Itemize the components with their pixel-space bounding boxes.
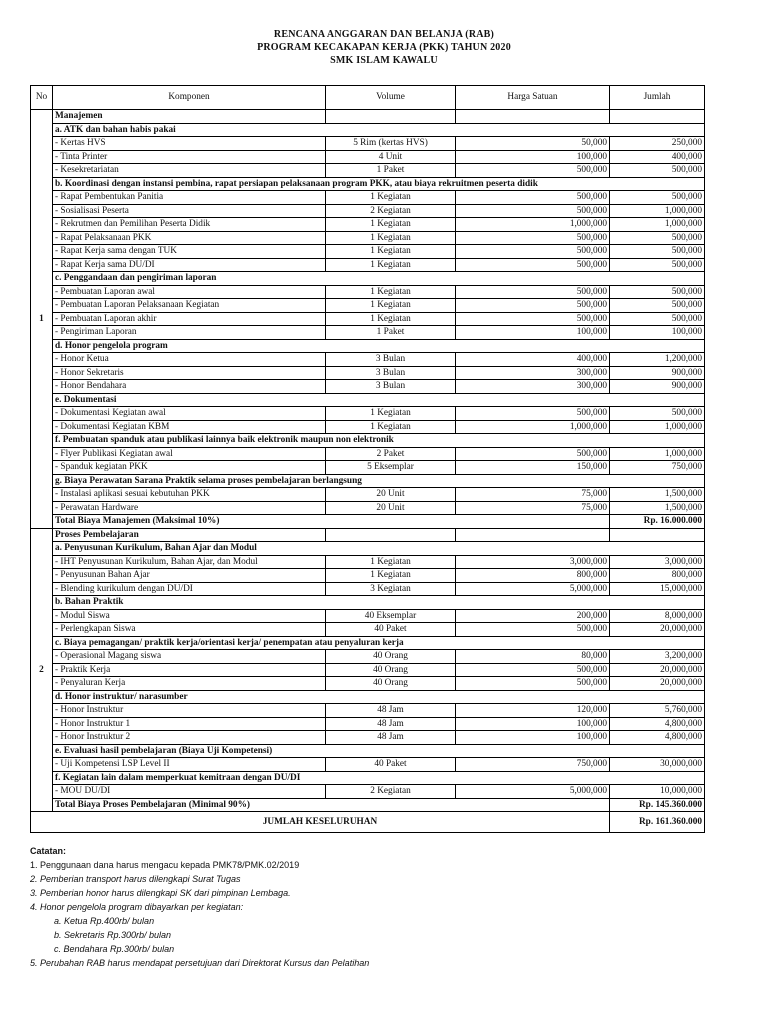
- item-harga-satuan: 500,000: [456, 245, 610, 259]
- table-row: [31, 488, 705, 502]
- group-heading: d. Honor pengelola program: [53, 339, 705, 353]
- group-heading: a. ATK dan bahan habis pakai: [53, 123, 705, 137]
- item-komponen: - Operasional Magang siswa: [53, 650, 326, 664]
- item-jumlah: 500,000: [610, 231, 705, 245]
- item-harga-satuan: 500,000: [456, 258, 610, 272]
- item-harga-satuan: 1,000,000: [456, 420, 610, 434]
- item-volume: 5 Eksemplar: [326, 461, 456, 475]
- group-heading: c. Biaya pemagangan/ praktik kerja/orientasi kerja/ penempatan atau penyaluran kerja: [53, 636, 705, 650]
- table-row: [31, 569, 705, 583]
- group-heading-row: [31, 636, 705, 650]
- item-komponen: - Blending kurikulum dengan DU/DI: [53, 582, 326, 596]
- section-total-row: [31, 798, 705, 812]
- item-volume: 1 Kegiatan: [326, 569, 456, 583]
- item-harga-satuan: 100,000: [456, 326, 610, 340]
- item-volume: 40 Orang: [326, 650, 456, 664]
- table-row: [31, 326, 705, 340]
- table-row: [31, 164, 705, 178]
- item-jumlah: 250,000: [610, 137, 705, 151]
- item-komponen: - Honor Instruktur 2: [53, 731, 326, 745]
- item-jumlah: 1,000,000: [610, 447, 705, 461]
- item-komponen: - Tinta Printer: [53, 150, 326, 164]
- title-line-1: RENCANA ANGGARAN DAN BELANJA (RAB): [273, 29, 495, 40]
- item-jumlah: 30,000,000: [610, 758, 705, 772]
- table-row: [31, 353, 705, 367]
- item-jumlah: 1,500,000: [610, 501, 705, 515]
- item-harga-satuan: 300,000: [456, 366, 610, 380]
- empty-cell: [456, 110, 610, 124]
- section-title-row: [31, 110, 705, 124]
- item-jumlah: 500,000: [610, 258, 705, 272]
- item-volume: 3 Kegiatan: [326, 582, 456, 596]
- item-volume: 48 Jam: [326, 704, 456, 718]
- item-jumlah: 20,000,000: [610, 663, 705, 677]
- grand-total-row: [31, 812, 705, 833]
- title-line-2: PROGRAM KECAKAPAN KERJA (PKK) TAHUN 2020: [257, 42, 511, 53]
- group-heading-row: [31, 596, 705, 610]
- item-volume: 1 Kegiatan: [326, 258, 456, 272]
- title-line-3: SMK ISLAM KAWALU: [330, 55, 438, 66]
- item-volume: 40 Orang: [326, 663, 456, 677]
- item-harga-satuan: 500,000: [456, 663, 610, 677]
- item-jumlah: 800,000: [610, 569, 705, 583]
- item-volume: 20 Unit: [326, 488, 456, 502]
- item-komponen: - Penyaluran Kerja: [53, 677, 326, 691]
- item-jumlah: 500,000: [610, 312, 705, 326]
- item-volume: 48 Jam: [326, 717, 456, 731]
- table-row: [31, 380, 705, 394]
- item-jumlah: 4,800,000: [610, 731, 705, 745]
- table-row: [31, 285, 705, 299]
- item-komponen: - Praktik Kerja: [53, 663, 326, 677]
- section-number: 2: [31, 528, 53, 812]
- item-jumlah: 1,000,000: [610, 204, 705, 218]
- item-harga-satuan: 750,000: [456, 758, 610, 772]
- item-komponen: - Dokumentasi Kegiatan awal: [53, 407, 326, 421]
- empty-cell: [456, 528, 610, 542]
- table-body: [31, 110, 705, 833]
- header-jumlah: Jumlah: [610, 86, 705, 110]
- item-komponen: - MOU DU/DI: [53, 785, 326, 799]
- item-harga-satuan: 500,000: [456, 299, 610, 313]
- table-row: [31, 609, 705, 623]
- item-volume: 40 Paket: [326, 758, 456, 772]
- table-row: [31, 245, 705, 259]
- table-row: [31, 731, 705, 745]
- item-komponen: - Pengiriman Laporan: [53, 326, 326, 340]
- item-komponen: - Pembuatan Laporan akhir: [53, 312, 326, 326]
- item-jumlah: 900,000: [610, 366, 705, 380]
- item-harga-satuan: 500,000: [456, 285, 610, 299]
- item-jumlah: 1,000,000: [610, 218, 705, 232]
- item-harga-satuan: 50,000: [456, 137, 610, 151]
- table-row: [31, 312, 705, 326]
- empty-cell: [326, 110, 456, 124]
- item-komponen: - Dokumentasi Kegiatan KBM: [53, 420, 326, 434]
- note-subitem-sekretaris: b. Sekretaris Rp.300rb/ bulan: [54, 930, 172, 940]
- item-komponen: - Pembuatan Laporan awal: [53, 285, 326, 299]
- item-harga-satuan: 150,000: [456, 461, 610, 475]
- item-volume: 1 Kegiatan: [326, 231, 456, 245]
- table-row: [31, 758, 705, 772]
- table-row: [31, 663, 705, 677]
- group-heading: f. Pembuatan spanduk atau publikasi lainnya baik elektronik maupun non elektronik: [53, 434, 705, 448]
- item-komponen: - Flyer Publikasi Kegiatan awal: [53, 447, 326, 461]
- item-jumlah: 3,200,000: [610, 650, 705, 664]
- group-heading: e. Evaluasi hasil pembelajaran (Biaya Uji Kompetensi): [53, 744, 705, 758]
- empty-cell: [610, 528, 705, 542]
- header-volume: Volume: [326, 86, 456, 110]
- item-komponen: - Honor Bendahara: [53, 380, 326, 394]
- group-heading-row: [31, 393, 705, 407]
- item-volume: 3 Bulan: [326, 353, 456, 367]
- item-jumlah: 100,000: [610, 326, 705, 340]
- note-item-2: 2. Pemberian transport harus dilengkapi Surat Tugas: [30, 874, 241, 884]
- section-total-value: Rp. 16.000.000: [610, 515, 705, 529]
- item-komponen: - IHT Penyusunan Kurikulum, Bahan Ajar, dan Modul: [53, 555, 326, 569]
- group-heading: b. Bahan Praktik: [53, 596, 705, 610]
- item-volume: 1 Kegiatan: [326, 191, 456, 205]
- item-volume: 1 Kegiatan: [326, 407, 456, 421]
- item-jumlah: 500,000: [610, 299, 705, 313]
- group-heading: e. Dokumentasi: [53, 393, 705, 407]
- group-heading-row: [31, 542, 705, 556]
- group-heading-row: [31, 339, 705, 353]
- item-volume: 5 Rim (kertas HVS): [326, 137, 456, 151]
- item-jumlah: 1,500,000: [610, 488, 705, 502]
- item-komponen: - Perawatan Hardware: [53, 501, 326, 515]
- item-komponen: - Sosialisasi Peserta: [53, 204, 326, 218]
- item-harga-satuan: 75,000: [456, 488, 610, 502]
- table-row: [31, 501, 705, 515]
- item-jumlah: 3,000,000: [610, 555, 705, 569]
- section-title-row: [31, 528, 705, 542]
- item-volume: 3 Bulan: [326, 380, 456, 394]
- item-volume: 1 Kegiatan: [326, 420, 456, 434]
- item-volume: 1 Kegiatan: [326, 312, 456, 326]
- item-jumlah: 500,000: [610, 164, 705, 178]
- item-harga-satuan: 500,000: [456, 231, 610, 245]
- table-row: [31, 258, 705, 272]
- item-jumlah: 500,000: [610, 285, 705, 299]
- table-row: [31, 677, 705, 691]
- table-row: [31, 623, 705, 637]
- group-heading: d. Honor instruktur/ narasumber: [53, 690, 705, 704]
- item-harga-satuan: 5,000,000: [456, 785, 610, 799]
- item-volume: 2 Kegiatan: [326, 785, 456, 799]
- item-komponen: - Modul Siswa: [53, 609, 326, 623]
- group-heading: a. Penyusunan Kurikulum, Bahan Ajar dan Modul: [53, 542, 705, 556]
- item-volume: 20 Unit: [326, 501, 456, 515]
- item-komponen: - Uji Kompetensi LSP Level II: [53, 758, 326, 772]
- item-jumlah: 500,000: [610, 407, 705, 421]
- item-harga-satuan: 500,000: [456, 191, 610, 205]
- item-harga-satuan: 1,000,000: [456, 218, 610, 232]
- table-row: [31, 191, 705, 205]
- item-jumlah: 900,000: [610, 380, 705, 394]
- section-number: 1: [31, 110, 53, 529]
- item-volume: 3 Bulan: [326, 366, 456, 380]
- note-item-3: 3. Pemberian honor harus dilengkapi SK dari pimpinan Lembaga.: [30, 888, 291, 898]
- table-row: [31, 555, 705, 569]
- table-row: [31, 717, 705, 731]
- group-heading-row: [31, 744, 705, 758]
- item-jumlah: 500,000: [610, 245, 705, 259]
- item-komponen: - Rapat Kerja sama DU/DI: [53, 258, 326, 272]
- item-jumlah: 1,200,000: [610, 353, 705, 367]
- item-jumlah: 400,000: [610, 150, 705, 164]
- item-volume: 40 Eksemplar: [326, 609, 456, 623]
- item-jumlah: 750,000: [610, 461, 705, 475]
- table-row: [31, 218, 705, 232]
- item-harga-satuan: 500,000: [456, 677, 610, 691]
- item-jumlah: 10,000,000: [610, 785, 705, 799]
- table-row: [31, 407, 705, 421]
- item-volume: 1 Kegiatan: [326, 285, 456, 299]
- item-komponen: - Rapat Pelaksanaan PKK: [53, 231, 326, 245]
- note-subitem-ketua: a. Ketua Rp.400rb/ bulan: [54, 916, 155, 926]
- item-harga-satuan: 500,000: [456, 204, 610, 218]
- document-title: [0, 28, 768, 67]
- group-heading: c. Penggandaan dan pengiriman laporan: [53, 272, 705, 286]
- group-heading: g. Biaya Perawatan Sarana Praktik selama proses pembelajaran berlangsung: [53, 474, 705, 488]
- item-harga-satuan: 5,000,000: [456, 582, 610, 596]
- item-komponen: - Pembuatan Laporan Pelaksanaan Kegiatan: [53, 299, 326, 313]
- grand-total-label: JUMLAH KESELURUHAN: [31, 812, 610, 833]
- item-volume: 1 Kegiatan: [326, 218, 456, 232]
- item-harga-satuan: 100,000: [456, 150, 610, 164]
- section-total-label: Total Biaya Manajemen (Maksimal 10%): [53, 515, 610, 529]
- item-volume: 1 Kegiatan: [326, 555, 456, 569]
- item-komponen: - Honor Instruktur 1: [53, 717, 326, 731]
- item-volume: 4 Unit: [326, 150, 456, 164]
- item-harga-satuan: 75,000: [456, 501, 610, 515]
- item-volume: 1 Kegiatan: [326, 245, 456, 259]
- item-harga-satuan: 120,000: [456, 704, 610, 718]
- table-row: [31, 447, 705, 461]
- group-heading: b. Koordinasi dengan instansi pembina, rapat persiapan pelaksanaan program PKK, atau biaya rekruitmen peserta didik: [53, 177, 705, 191]
- item-harga-satuan: 800,000: [456, 569, 610, 583]
- rab-table: [30, 85, 705, 833]
- section-total-label: Total Biaya Proses Pembelajaran (Minimal 90%): [53, 798, 610, 812]
- grand-total-value: Rp. 161.360.000: [610, 812, 705, 833]
- header-komponen: Komponen: [53, 86, 326, 110]
- item-jumlah: 8,000,000: [610, 609, 705, 623]
- notes: [30, 844, 730, 970]
- note-item-4: 4. Honor pengelola program dibayarkan per kegiatan:: [30, 902, 244, 912]
- section-title: Proses Pembelajaran: [53, 528, 326, 542]
- item-volume: 2 Paket: [326, 447, 456, 461]
- section-total-value: Rp. 145.360.000: [610, 798, 705, 812]
- item-harga-satuan: 200,000: [456, 609, 610, 623]
- table-row: [31, 299, 705, 313]
- section-total-row: [31, 515, 705, 529]
- group-heading-row: [31, 771, 705, 785]
- group-heading-row: [31, 690, 705, 704]
- item-harga-satuan: 300,000: [456, 380, 610, 394]
- group-heading-row: [31, 177, 705, 191]
- item-jumlah: 500,000: [610, 191, 705, 205]
- item-komponen: - Spanduk kegiatan PKK: [53, 461, 326, 475]
- table-row: [31, 366, 705, 380]
- item-jumlah: 1,000,000: [610, 420, 705, 434]
- table-row: [31, 150, 705, 164]
- item-harga-satuan: 80,000: [456, 650, 610, 664]
- item-harga-satuan: 100,000: [456, 717, 610, 731]
- item-komponen: - Rapat Kerja sama dengan TUK: [53, 245, 326, 259]
- item-komponen: - Kertas HVS: [53, 137, 326, 151]
- group-heading-row: [31, 272, 705, 286]
- section-title: Manajemen: [53, 110, 326, 124]
- table-row: [31, 231, 705, 245]
- table-header-row: [31, 86, 705, 110]
- item-harga-satuan: 400,000: [456, 353, 610, 367]
- item-harga-satuan: 500,000: [456, 447, 610, 461]
- item-komponen: - Honor Ketua: [53, 353, 326, 367]
- table-row: [31, 704, 705, 718]
- item-volume: 48 Jam: [326, 731, 456, 745]
- item-jumlah: 5,760,000: [610, 704, 705, 718]
- item-komponen: - Perlengkapan Siswa: [53, 623, 326, 637]
- item-komponen: - Instalasi aplikasi sesuai kebutuhan PKK: [53, 488, 326, 502]
- table-row: [31, 204, 705, 218]
- item-komponen: - Penyusunan Bahan Ajar: [53, 569, 326, 583]
- item-harga-satuan: 500,000: [456, 312, 610, 326]
- item-komponen: - Honor Sekretaris: [53, 366, 326, 380]
- item-jumlah: 20,000,000: [610, 677, 705, 691]
- item-harga-satuan: 3,000,000: [456, 555, 610, 569]
- item-jumlah: 20,000,000: [610, 623, 705, 637]
- item-harga-satuan: 500,000: [456, 407, 610, 421]
- group-heading-row: [31, 434, 705, 448]
- item-komponen: - Rekrutmen dan Pemilihan Peserta Didik: [53, 218, 326, 232]
- table-row: [31, 137, 705, 151]
- header-harga-satuan: Harga Satuan: [456, 86, 610, 110]
- group-heading: f. Kegiatan lain dalam memperkuat kemitraan dengan DU/DI: [53, 771, 705, 785]
- note-subitem-bendahara: c. Bendahara Rp.300rb/ bulan: [54, 944, 175, 954]
- table-row: [31, 582, 705, 596]
- item-volume: 40 Orang: [326, 677, 456, 691]
- item-komponen: - Honor Instruktur: [53, 704, 326, 718]
- item-jumlah: 4,800,000: [610, 717, 705, 731]
- item-harga-satuan: 500,000: [456, 623, 610, 637]
- item-jumlah: 15,000,000: [610, 582, 705, 596]
- item-volume: 1 Paket: [326, 326, 456, 340]
- group-heading-row: [31, 123, 705, 137]
- item-volume: 40 Paket: [326, 623, 456, 637]
- table-row: [31, 785, 705, 799]
- header-no: No: [31, 86, 53, 110]
- table-row: [31, 461, 705, 475]
- group-heading-row: [31, 474, 705, 488]
- item-komponen: - Kesekretariatan: [53, 164, 326, 178]
- note-item-1: 1. Penggunaan dana harus mengacu kepada PMK78/PMK.02/2019: [30, 860, 300, 870]
- item-volume: 2 Kegiatan: [326, 204, 456, 218]
- item-komponen: - Rapat Pembentukan Panitia: [53, 191, 326, 205]
- note-item-5: 5. Perubahan RAB harus mendapat persetujuan dari Direktorat Kursus dan Pelatihan: [30, 958, 370, 968]
- item-volume: 1 Paket: [326, 164, 456, 178]
- empty-cell: [610, 110, 705, 124]
- table-row: [31, 650, 705, 664]
- table-row: [31, 420, 705, 434]
- item-harga-satuan: 100,000: [456, 731, 610, 745]
- item-harga-satuan: 500,000: [456, 164, 610, 178]
- notes-title: Catatan:: [30, 846, 67, 856]
- item-volume: 1 Kegiatan: [326, 299, 456, 313]
- empty-cell: [326, 528, 456, 542]
